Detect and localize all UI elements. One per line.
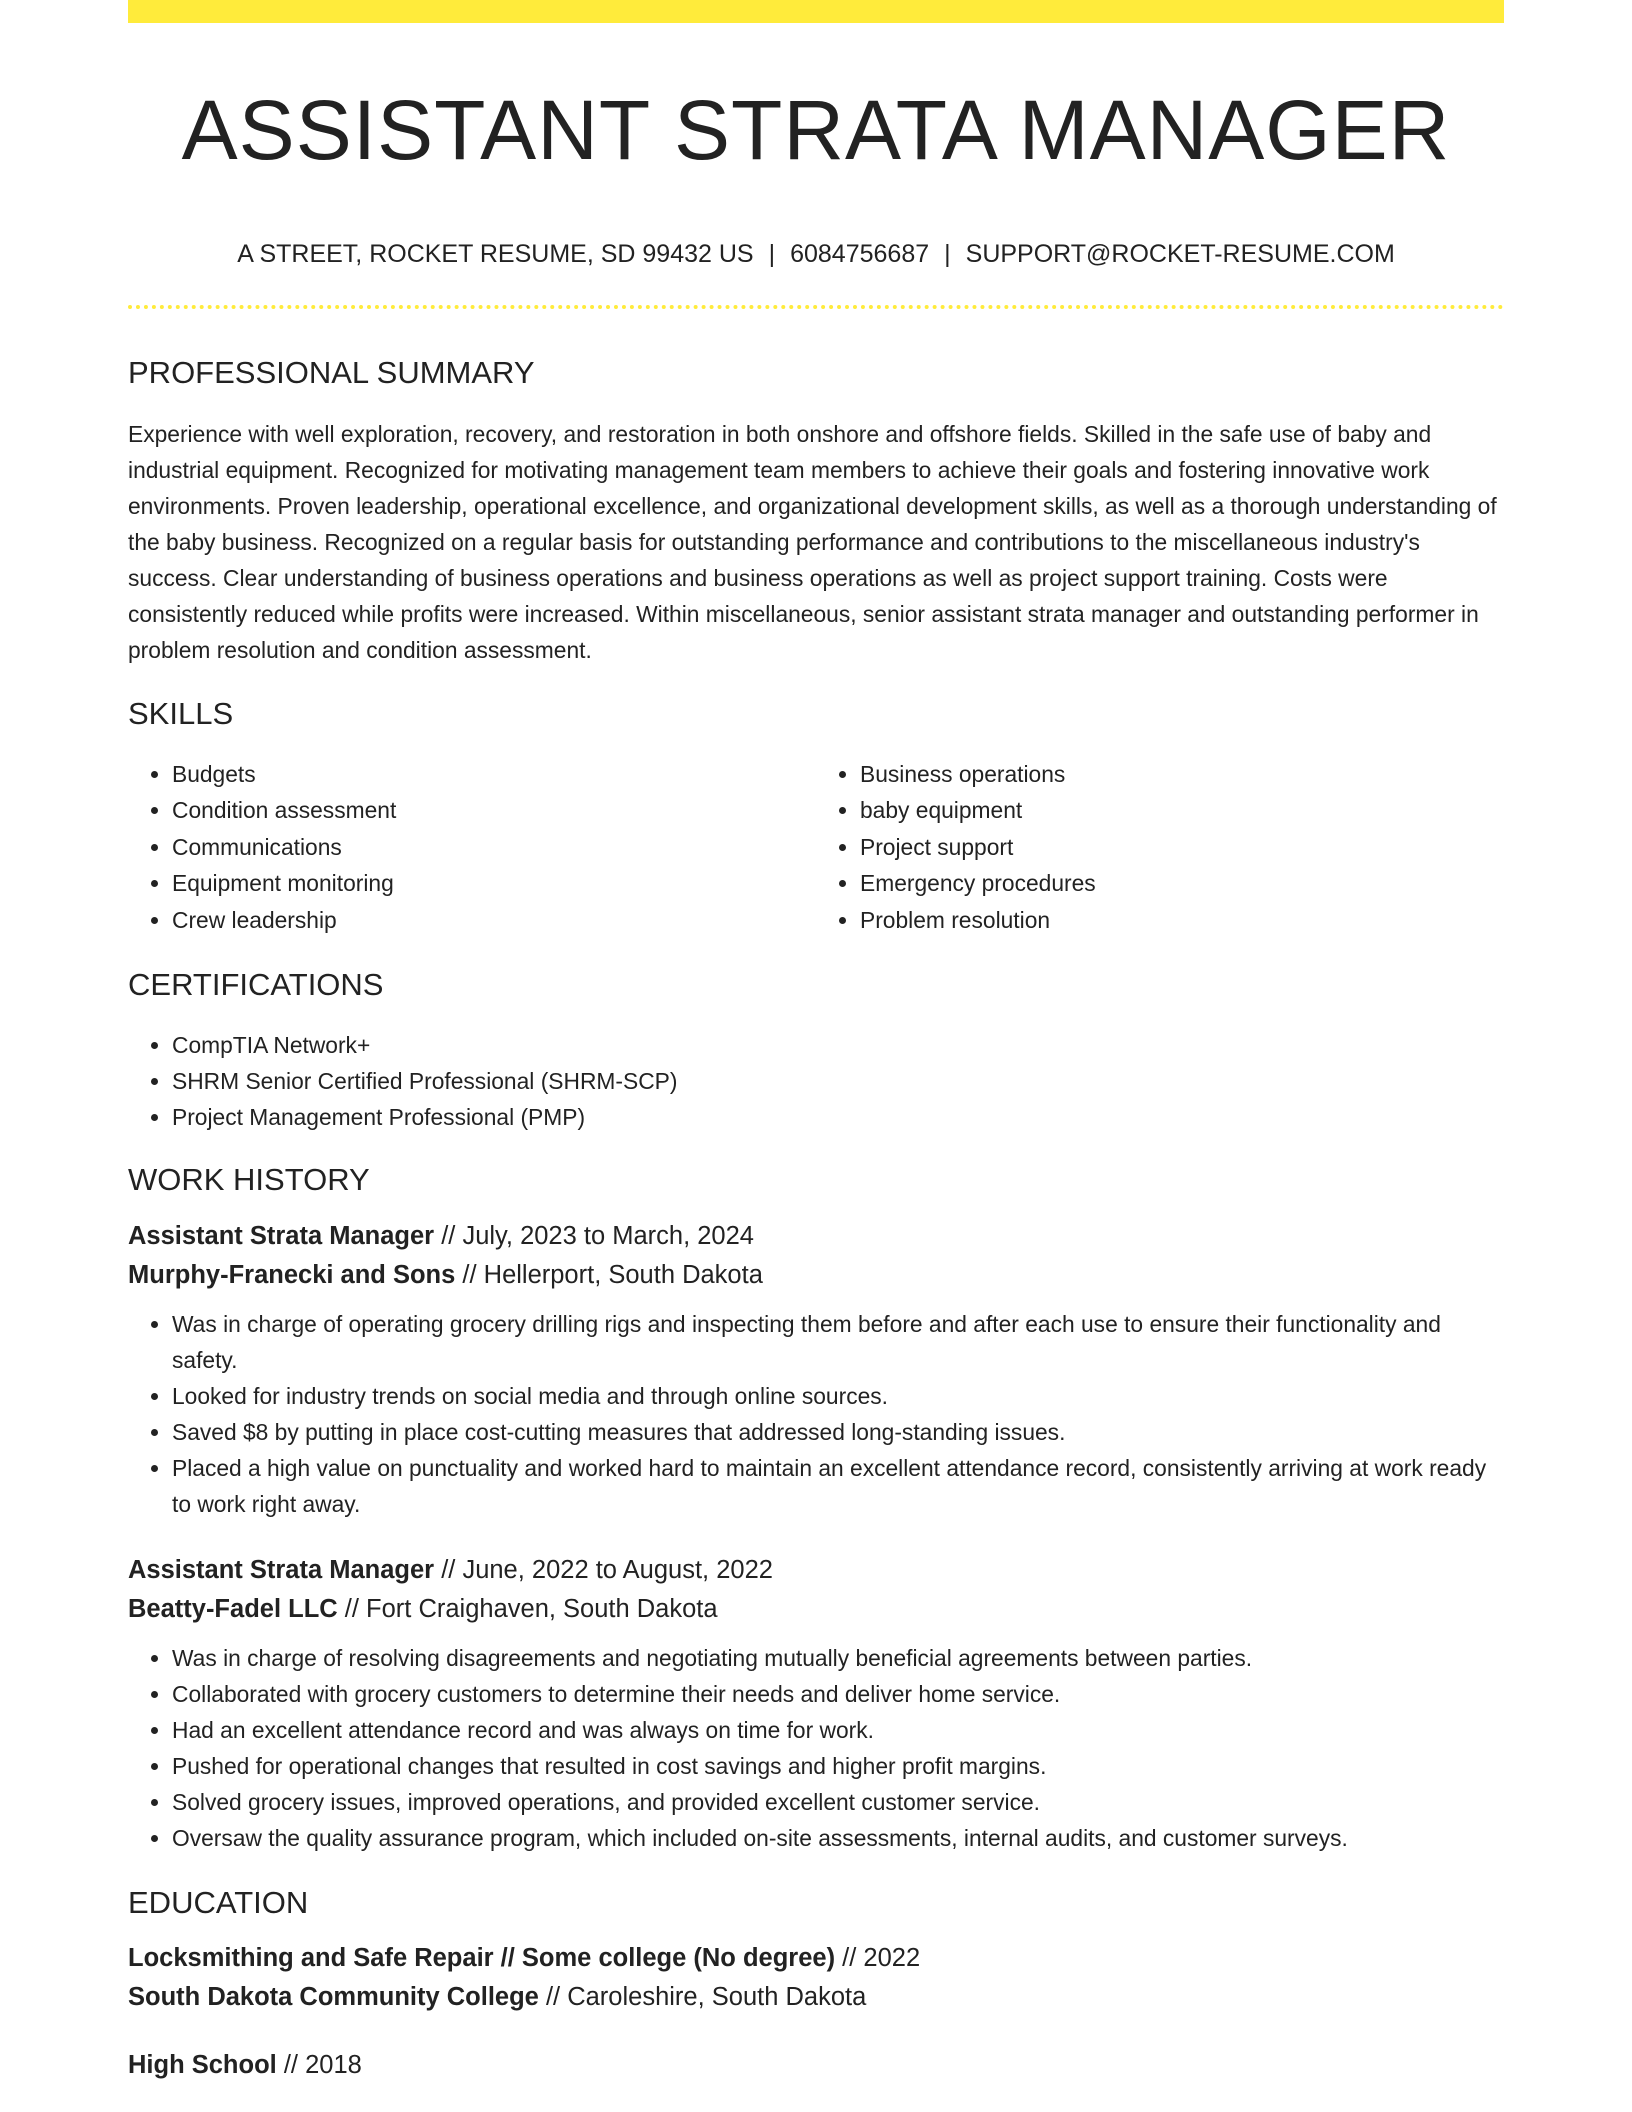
skill-item: • Communications bbox=[172, 829, 816, 866]
skills-list-left bbox=[128, 756, 816, 939]
job-bullets bbox=[128, 1640, 1504, 1856]
job-bullets bbox=[128, 1306, 1504, 1522]
education-school: South Dakota Community College bbox=[128, 1982, 539, 2011]
education-year: // 2022 bbox=[835, 1943, 921, 1972]
skill-item: • Equipment monitoring bbox=[172, 865, 816, 902]
education-degree: High School bbox=[128, 2050, 277, 2079]
job-dates: // July, 2023 to March, 2024 bbox=[434, 1221, 754, 1250]
job-location: // Fort Craighaven, South Dakota bbox=[337, 1594, 718, 1623]
skill-item: • Project support bbox=[860, 829, 1504, 866]
skills-columns bbox=[128, 756, 1504, 939]
job-role: Assistant Strata Manager bbox=[128, 1555, 435, 1584]
section-title-certifications: CERTIFICATIONS bbox=[128, 967, 384, 1003]
job-company-line bbox=[128, 1256, 1504, 1295]
resume-name: ASSISTANT STRATA MANAGER bbox=[181, 83, 1451, 177]
job-bullet: • Had an excellent attendance record and was always on time for work. bbox=[172, 1712, 1504, 1748]
education-year: // 2018 bbox=[276, 2050, 362, 2079]
accent-top-bar bbox=[128, 0, 1504, 23]
education-location: // Caroleshire, South Dakota bbox=[538, 1982, 867, 2011]
education-degree: Locksmithing and Safe Repair // Some college (No degree) bbox=[128, 1943, 836, 1972]
education-degree-line bbox=[128, 2046, 1504, 2085]
section-title-education: EDUCATION bbox=[128, 1884, 309, 1920]
education-degree-line bbox=[128, 1939, 1504, 1978]
dotted-divider bbox=[128, 305, 1504, 309]
job-company: Beatty-Fadel LLC bbox=[128, 1594, 338, 1623]
section-title-skills: SKILLS bbox=[128, 695, 234, 731]
skill-item: • Problem resolution bbox=[860, 902, 1504, 939]
job-location: // Hellerport, South Dakota bbox=[455, 1260, 763, 1289]
job-bullet: • Collaborated with grocery customers to determine their needs and deliver home service. bbox=[172, 1676, 1504, 1712]
education-school-line bbox=[128, 1978, 1504, 2017]
certification-item: • CompTIA Network+ bbox=[172, 1027, 1504, 1063]
contact-separator: | bbox=[944, 240, 951, 269]
job-title-line bbox=[128, 1551, 1504, 1590]
job-company-line bbox=[128, 1590, 1504, 1629]
certification-item: • Project Management Professional (PMP) bbox=[172, 1099, 1504, 1135]
skills-list-right bbox=[816, 756, 1504, 939]
skill-item: • Condition assessment bbox=[172, 792, 816, 829]
job-bullet: • Looked for industry trends on social media and through online sources. bbox=[172, 1378, 1504, 1414]
skill-item: • Crew leadership bbox=[172, 902, 816, 939]
contact-separator: | bbox=[768, 240, 776, 269]
job-role: Assistant Strata Manager bbox=[128, 1221, 435, 1250]
section-title-summary: PROFESSIONAL SUMMARY bbox=[128, 355, 535, 391]
job-title-line bbox=[128, 1217, 1504, 1256]
skill-item: • Emergency procedures bbox=[860, 865, 1504, 902]
contact-address: A STREET, ROCKET RESUME, SD 99432 US bbox=[237, 240, 754, 269]
job-bullet: • Was in charge of operating grocery drilling rigs and inspecting them before and after each use to ensure their functionality and safety. bbox=[172, 1306, 1504, 1378]
skill-item: • Business operations bbox=[860, 756, 1504, 793]
job-bullet: • Was in charge of resolving disagreements and negotiating mutually beneficial agreements between parties. bbox=[172, 1640, 1504, 1676]
job-bullet: • Saved $8 by putting in place cost-cutting measures that addressed long-standing issues. bbox=[172, 1414, 1504, 1450]
skill-item: • baby equipment bbox=[860, 792, 1504, 829]
contact-phone: 6084756687 bbox=[790, 240, 930, 269]
job-bullet: • Oversaw the quality assurance program, which included on-site assessments, internal audits, and customer surveys. bbox=[172, 1820, 1504, 1856]
job-bullet: • Placed a high value on punctuality and worked hard to maintain an excellent attendance record, consistently arriving at work ready to work right away. bbox=[172, 1450, 1504, 1522]
contact-line bbox=[128, 239, 1504, 269]
certifications-list bbox=[128, 1027, 1504, 1135]
job-bullet: • Pushed for operational changes that resulted in cost savings and higher profit margins. bbox=[172, 1748, 1504, 1784]
certification-item: • SHRM Senior Certified Professional (SHRM-SCP) bbox=[172, 1063, 1504, 1099]
job-dates: // June, 2022 to August, 2022 bbox=[434, 1555, 773, 1584]
summary-text: Experience with well exploration, recovery, and restoration in both onshore and offshore fields. Skilled in the safe use of baby and industrial equipment. Recognized for motivating management team members to achieve their goals and fostering innovative work environments. Proven leadership, operational excellence, and organizational development skills, as well as a thorough understanding of the baby business. Recognized on a regular basis for outstanding performance and contributions to the miscellaneous industry's success. Clear understanding of business operations and business operations as well as project support training. Costs were consistently reduced while profits were increased. Within miscellaneous, senior assistant strata manager and outstanding performer in problem resolution and condition assessment. bbox=[128, 420, 1497, 663]
job-company: Murphy-Franecki and Sons bbox=[128, 1260, 456, 1289]
job-bullet: • Solved grocery issues, improved operations, and provided excellent customer service. bbox=[172, 1784, 1504, 1820]
resume-page bbox=[128, 0, 1504, 2085]
contact-email: SUPPORT@ROCKET-RESUME.COM bbox=[965, 240, 1395, 269]
skill-item: • Budgets bbox=[172, 756, 816, 793]
section-title-work-history: WORK HISTORY bbox=[128, 1162, 370, 1198]
